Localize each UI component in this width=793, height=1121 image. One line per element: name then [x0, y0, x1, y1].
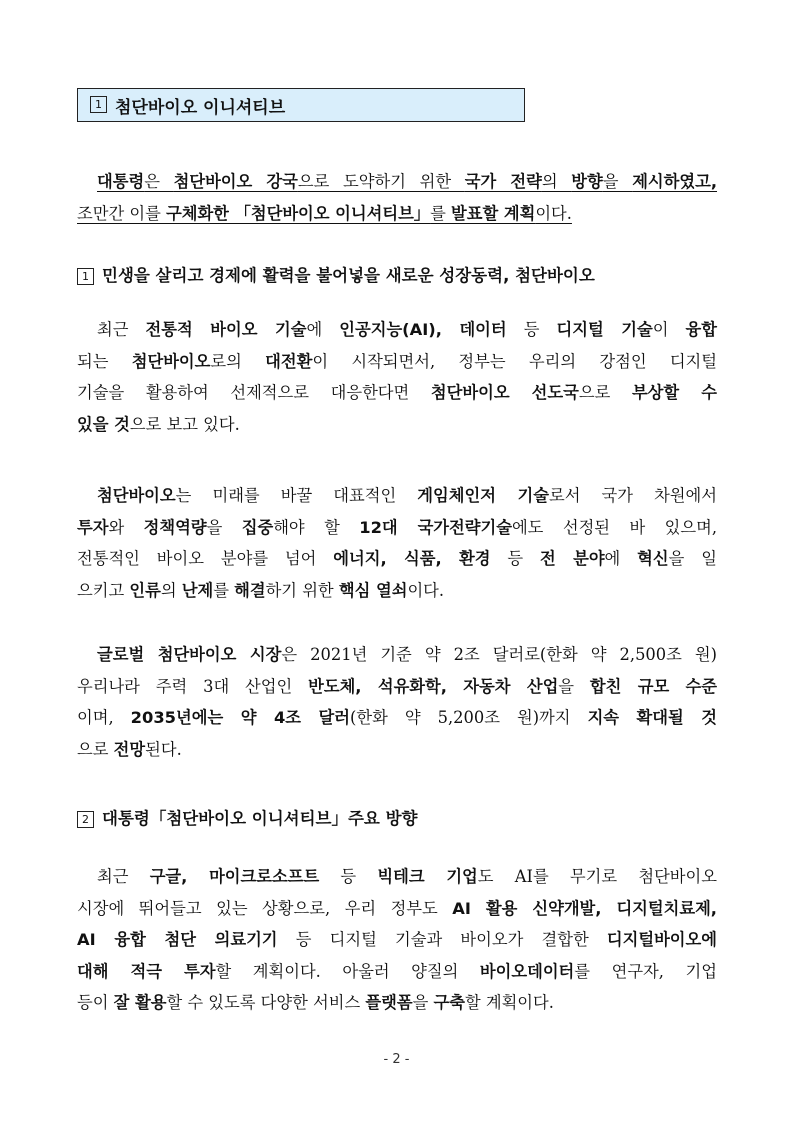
text-span: 구체화한 「첨단바이오 이니셔티브」: [166, 203, 431, 223]
text-span: 에: [306, 320, 340, 339]
page-title: 첨단바이오 이니셔티브: [115, 97, 286, 118]
text-span: 지속 확대될 것: [587, 708, 717, 727]
paragraph-3: [77, 639, 717, 765]
text-span: 시장에 뛰어들고 있는 상황으로, 우리 정부도: [77, 898, 453, 918]
text-span: 잘 활용: [113, 993, 167, 1012]
text-span: 최근: [97, 320, 146, 339]
p2-line-2: [77, 512, 717, 544]
text-span: 은: [144, 172, 174, 191]
text-span: 방향: [571, 172, 603, 191]
text-span: 투자: [77, 517, 109, 537]
intro-paragraph: [77, 166, 717, 229]
text-span: 은 2021년 기준 약 2조 달러로(한화 약 2,500조 원): [281, 645, 717, 664]
p4-line-4: [77, 956, 717, 988]
p2-line-3: [77, 543, 717, 575]
text-span: 를: [213, 580, 235, 600]
text-span: 등: [506, 320, 557, 339]
text-span: 인류: [129, 580, 161, 600]
text-span: 를 연구자, 기업: [574, 961, 717, 981]
text-span: 인공지능(AI), 데이터: [339, 320, 507, 339]
text-span: 빅테크 기업: [377, 867, 478, 886]
text-span: 에도 선정된 바 있으며,: [511, 517, 717, 537]
text-span: 대통령: [97, 172, 145, 191]
text-span: 전 분야: [539, 549, 605, 568]
text-span: 집중: [241, 517, 274, 537]
text-span: 구글, 마이크로소프트: [149, 867, 320, 886]
p4-line-1: [77, 861, 717, 893]
p1-line-2: [77, 346, 717, 378]
text-span: 있을 것: [77, 414, 130, 434]
text-span: 발표할 계획: [451, 203, 536, 223]
text-span: 바이오데이터: [479, 961, 575, 981]
text-span: 전통적 바이오 기술: [145, 320, 307, 339]
text-span: 으로 도약하기 위한: [297, 172, 465, 191]
section-heading-text: 대통령「첨단바이오 이니셔티브」주요 방향: [102, 809, 418, 828]
p2-line-4: [77, 575, 717, 607]
title-number-box: 1: [90, 96, 107, 113]
p4-line-5: [77, 987, 717, 1019]
text-span: 된다.: [145, 739, 182, 759]
text-span: 와: [108, 517, 144, 537]
text-span: 을: [412, 993, 434, 1012]
paragraph-4: [77, 861, 717, 1019]
text-span: 난제: [181, 580, 214, 600]
text-span: 할 수 있도록 다양한 서비스: [166, 993, 366, 1012]
section-number-box: 1: [77, 268, 94, 285]
paragraph-2: [77, 480, 717, 606]
title-box: [77, 88, 525, 122]
text-span: 으키고: [77, 580, 130, 600]
p1-line-1: [77, 314, 717, 346]
text-span: 전통적인 바이오 분야를 넘어: [77, 549, 334, 568]
text-span: 우리나라 주력 3대 산업인: [77, 676, 309, 696]
text-span: 반도체, 석유화학, 자동차 산업: [308, 676, 559, 696]
text-span: AI 융합 첨단 의료기기: [77, 930, 278, 949]
text-span: 등이: [77, 993, 114, 1012]
text-span: 으로: [578, 383, 632, 402]
p3-line-1: [77, 639, 717, 671]
p2-line-1: [77, 480, 717, 512]
text-span: 로서 국가 차원에서: [548, 486, 717, 505]
text-span: 으로: [77, 739, 114, 759]
text-span: 이다.: [407, 580, 445, 600]
text-span: 합친 규모 수준: [589, 676, 717, 696]
p1-line-4: [77, 409, 717, 441]
text-span: 으로 보고 있다.: [129, 414, 240, 434]
text-span: 할 계획이다.: [464, 993, 554, 1012]
text-span: 이며,: [77, 708, 131, 727]
text-span: AI 활용 신약개발, 디지털치료제,: [452, 898, 717, 918]
text-span: 로의: [210, 351, 266, 371]
text-span: 에너지, 식품, 환경: [333, 549, 491, 568]
section-heading-2: [77, 805, 417, 829]
text-span: 기술을 활용하여 선제적으로 대응한다면: [77, 383, 431, 402]
text-span: 을 일: [668, 549, 717, 568]
text-span: 을: [206, 517, 242, 537]
text-span: 하기 위한: [265, 580, 339, 600]
text-span: 는 미래를 바꿀 대표적인: [175, 486, 418, 505]
text-span: 대전환: [265, 351, 313, 371]
p3-line-4: [77, 734, 717, 766]
text-span: 등: [319, 867, 378, 886]
text-span: 전망: [113, 739, 146, 759]
text-span: 해야 할: [273, 517, 360, 537]
text-span: 해결: [234, 580, 266, 600]
text-span: 이 시작되면서, 정부는 우리의 강점인 디지털: [312, 351, 718, 371]
text-span: 디지털바이오에: [606, 930, 717, 949]
text-span: 첨단바이오 선도국: [430, 383, 579, 402]
text-span: 을: [602, 172, 633, 191]
text-span: 첨단바이오 강국: [173, 172, 298, 191]
text-span: 의: [541, 172, 572, 191]
text-span: 도 AI를 무기로 첨단바이오: [477, 867, 717, 886]
text-span: 혁신: [637, 549, 669, 568]
text-span: 등 디지털 기술과 바이오가 결합한: [277, 930, 607, 949]
text-span: 조만간 이를: [77, 203, 166, 223]
text-span: 최근: [97, 867, 150, 886]
text-span: 에: [604, 549, 638, 568]
p4-line-3: [77, 924, 717, 956]
text-span: 이: [652, 320, 686, 339]
text-span: 의: [160, 580, 182, 600]
text-span: 를: [430, 203, 451, 223]
text-span: 할 계획이다. 아울러 양질의: [215, 961, 480, 981]
text-span: 플랫폼: [365, 993, 413, 1012]
text-span: 을: [558, 676, 590, 696]
intro-line-1: [77, 166, 717, 198]
text-span: 정책역량: [143, 517, 207, 537]
section-heading-1: [77, 262, 595, 286]
text-span: 제시하였고,: [632, 172, 718, 191]
text-span: 부상할 수: [631, 383, 717, 402]
text-span: 디지털 기술: [556, 320, 653, 339]
text-span: 첨단바이오: [97, 486, 176, 505]
paragraph-1: [77, 314, 717, 440]
text-span: 글로벌 첨단바이오 시장: [97, 645, 282, 664]
p3-line-3: [77, 702, 717, 734]
text-span: (한화 약 5,200조 원)까지: [350, 708, 588, 727]
text-span: 핵심 열쇠: [338, 580, 408, 600]
text-span: 첨단바이오: [131, 351, 211, 371]
text-span: 융합: [685, 320, 717, 339]
text-span: 대해 적극 투자: [77, 961, 216, 981]
section-heading-text: 민생을 살리고 경제에 활력을 불어넣을 새로운 성장동력, 첨단바이오: [102, 266, 595, 285]
page-number: - 2 -: [383, 1052, 410, 1067]
p4-line-2: [77, 893, 717, 925]
intro-line-2: [77, 198, 717, 230]
text-span: 게임체인저 기술: [417, 486, 549, 505]
section-number-box: 2: [77, 811, 94, 828]
text-span: 2035년에는 약 4조 달러: [130, 708, 350, 727]
text-span: 구축: [433, 993, 465, 1012]
text-span: 등: [490, 549, 540, 568]
text-span: 국가 전략: [464, 172, 542, 191]
text-span: 되는: [77, 351, 132, 371]
text-span: 이다.: [535, 203, 572, 223]
p1-line-3: [77, 377, 717, 409]
text-span: 12대 국가전략기술: [359, 517, 512, 537]
p3-line-2: [77, 671, 717, 703]
